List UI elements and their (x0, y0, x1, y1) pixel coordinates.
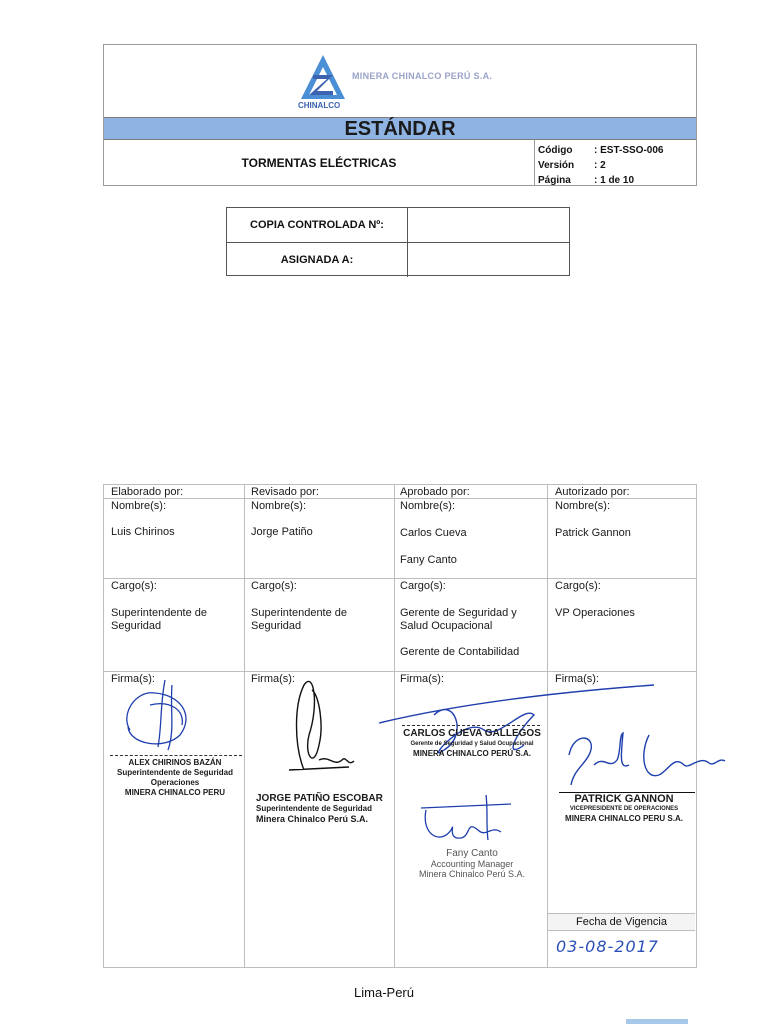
stamp-col2: JORGE PATIÑO ESCOBAR Superintendente de Seguridad Minera Chinalco Perú S.A. (256, 793, 383, 824)
signature-gannon-icon (559, 725, 729, 795)
col3-name-1: Carlos Cueva (400, 527, 467, 539)
doc-meta (538, 143, 663, 188)
col2-firma-label: Firma(s): (251, 673, 295, 685)
col2-role: Revisado por: (251, 486, 319, 498)
col2-names-label: Nombre(s): (251, 500, 307, 512)
meta-row (538, 173, 663, 188)
assigned-row (227, 242, 569, 277)
col1-name: Luis Chirinos (111, 526, 175, 538)
stamp-col3a: CARLOS CUEVA GALLEGOS Gerente de Seguridad y Salud Ocupacional MINERA CHINALCO PERÚ S.A. (403, 728, 541, 758)
col3-cargo-1: Gerente de Seguridad y Salud Ocupacional (400, 607, 517, 632)
stamp-col4: PATRICK GANNON VICEPRESIDENTE DE OPERACIONES MINERA CHINALCO PERU S.A. (565, 793, 683, 823)
doc-title: TORMENTAS ELÉCTRICAS (241, 156, 397, 170)
assigned-label: ASIGNADA A: (227, 243, 408, 277)
company-name: MINERA CHINALCO PERÚ S.A. (352, 71, 493, 81)
effective-date-box (548, 913, 695, 967)
meta-label: Código (538, 145, 573, 156)
col4-name: Patrick Gannon (555, 527, 631, 539)
col3-name-2: Fany Canto (400, 554, 457, 566)
col4-names-label: Nombre(s): (555, 500, 611, 512)
col3-firma-label: Firma(s): (400, 673, 444, 685)
col1-names-label: Nombre(s): (111, 500, 167, 512)
col1-cargo: Superintendente de Seguridad (111, 607, 208, 632)
col1-cargo-label: Cargo(s): (111, 580, 157, 592)
col4-firma-label: Firma(s): (555, 673, 599, 685)
col3-names-label: Nombre(s): (400, 500, 456, 512)
col2-cargo-label: Cargo(s): (251, 580, 297, 592)
band-title: ESTÁNDAR (344, 118, 456, 140)
meta-label: Versión (538, 160, 575, 171)
copy-row (227, 208, 569, 242)
col3-cargo-2: Gerente de Contabilidad (400, 646, 520, 658)
controlled-copy-label: COPIA CONTROLADA Nº: (227, 208, 408, 242)
effective-date-value: 03-08-2017 (556, 937, 659, 956)
col3-role: Aprobado por: (400, 486, 470, 498)
controlled-copy-table (226, 207, 570, 276)
stamp-col1: ALEX CHIRINOS BAZÁN Superintendente de Seguridad Operaciones MINERA CHINALCO PERU (116, 758, 233, 797)
col4-role: Autorizado por: (555, 486, 630, 498)
title-band (104, 117, 696, 140)
meta-row (538, 143, 663, 158)
document-header (103, 44, 697, 186)
signature-chirinos-icon (110, 675, 210, 755)
doc-title-cell (104, 140, 535, 186)
meta-value: : EST-SSO-006 (594, 145, 664, 156)
logo-row (104, 45, 696, 117)
meta-value: : 1 de 10 (594, 175, 635, 186)
meta-row (538, 158, 663, 173)
effective-date-label: Fecha de Vigencia (548, 913, 695, 931)
stamp-col3b: Fany Canto Accounting Manager Minera Chinalco Perú S.A. (418, 848, 526, 879)
chinalco-logo-icon (299, 53, 347, 101)
col1-firma-label: Firma(s): (111, 673, 155, 685)
corner-accent-bar (626, 1019, 688, 1024)
col4-cargo-label: Cargo(s): (555, 580, 601, 592)
meta-value: : 2 (594, 160, 606, 171)
approval-grid (103, 484, 697, 968)
footer-location: Lima-Perú (354, 985, 414, 1000)
col4-cargo: VP Operaciones (555, 607, 635, 619)
col2-name: Jorge Patiño (251, 526, 313, 538)
meta-label: Página (538, 175, 571, 186)
col3-cargo-label: Cargo(s): (400, 580, 446, 592)
signature-canto-icon (416, 790, 516, 850)
col1-role: Elaborado por: (111, 486, 184, 498)
col2-cargo: Superintendente de Seguridad (251, 607, 348, 632)
logo-caption: CHINALCO (298, 101, 341, 110)
signature-patino-icon (274, 675, 364, 785)
